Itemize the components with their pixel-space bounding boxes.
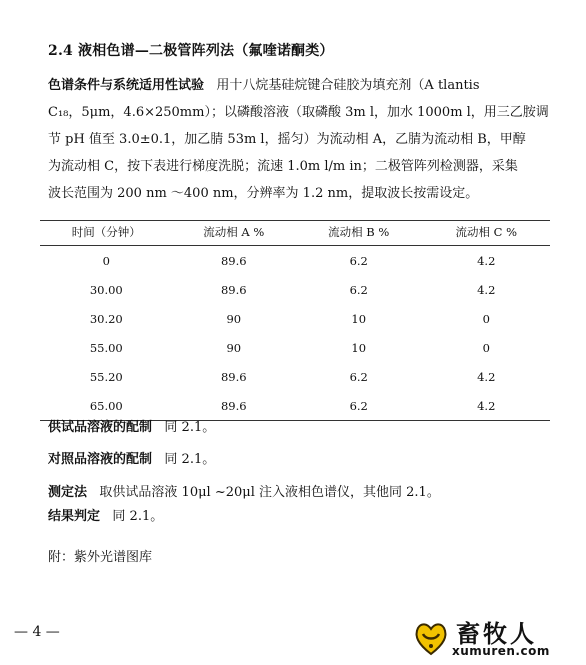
chromatography-paragraph (48, 72, 548, 207)
cell-phase-a: 90 (226, 311, 242, 326)
cell-time: 0 (102, 253, 110, 268)
item-label: 测定法 (48, 485, 88, 500)
cell-phase-c: 4.2 (477, 282, 496, 297)
item-text: 同 2.1。 (164, 452, 216, 467)
cell-phase-a: 89.6 (220, 369, 247, 384)
chromatography-heading: 色谱条件与系统适用性试验 (48, 78, 205, 93)
header-phase-c: 流动相 C % (422, 221, 550, 246)
cell-phase-b: 10 (351, 340, 367, 355)
item-sample-solution (48, 416, 215, 435)
gradient-table (40, 220, 550, 421)
item-label: 结果判定 (48, 509, 101, 524)
header-phase-b: 流动相 B % (295, 221, 423, 246)
cell-phase-b: 6.2 (349, 369, 368, 384)
cell-phase-a: 89.6 (220, 282, 247, 297)
cell-phase-a: 89.6 (220, 253, 247, 268)
cell-phase-c: 4.2 (422, 391, 550, 421)
paragraph-line-4: 为流动相 C，按下表进行梯度洗脱；流速 1.0m l/m in；二极管阵列检测器，采集 (48, 159, 518, 174)
paragraph-line-2: C₁₈，5μm，4.6×250mm）；以磷酸溶液（取磷酸 3m l，加水 1000m l，用三乙胺调 (48, 105, 549, 120)
paragraph-line-1 (48, 72, 548, 99)
table-row (40, 246, 550, 276)
cell-time: 55.20 (89, 369, 123, 384)
cell-phase-b: 10 (351, 311, 367, 326)
cell-phase-b: 6.2 (295, 391, 423, 421)
item-determination (48, 481, 440, 500)
header-time: 时间（分钟） (40, 221, 173, 246)
paragraph-line-3: 节 pH 值至 3.0±0.1，加乙腈 53m l，摇匀）为流动相 A，乙腈为流动相 B，甲醇 (48, 132, 526, 147)
cell-phase-c: 4.2 (477, 253, 496, 268)
cell-time: 55.00 (89, 340, 123, 355)
cell-phase-c: 4.2 (477, 369, 496, 384)
paragraph-line-5: 波长范围为 200 nm ～400 nm，分辨率为 1.2 nm，提取波长按需设定。 (48, 186, 479, 201)
cell-phase-a: 90 (226, 340, 242, 355)
cell-time: 30.00 (89, 282, 123, 297)
section-title: 2.4 液相色谱—二极管阵列法（氟喹诺酮类） (48, 43, 334, 59)
item-text: 同 2.1。 (112, 509, 164, 524)
cell-phase-b: 6.2 (349, 253, 368, 268)
brand-url: xumuren.com (452, 644, 550, 658)
item-reference-solution (48, 448, 215, 467)
brand-name: 畜牧人 (456, 620, 537, 648)
cell-phase-a: 89.6 (173, 391, 295, 421)
item-result (48, 505, 163, 524)
item-label: 供试品溶液的配制 (48, 420, 153, 435)
appendix-note: 附：紫外光谱图库 (48, 550, 153, 565)
table-header-row (40, 221, 550, 246)
cell-time: 65.00 (40, 391, 173, 421)
table-row (40, 275, 550, 304)
cell-phase-c: 0 (482, 311, 490, 326)
table-row (40, 362, 550, 391)
item-text: 同 2.1。 (164, 420, 216, 435)
brand-logo (412, 614, 580, 662)
heart-logo-icon (412, 618, 450, 658)
item-label: 对照品溶液的配制 (48, 452, 153, 467)
table-row (40, 333, 550, 362)
cell-time: 30.20 (89, 311, 123, 326)
page-number: — 4 — (14, 624, 60, 640)
table-row (40, 304, 550, 333)
header-phase-a: 流动相 A % (173, 221, 295, 246)
cell-phase-c: 0 (482, 340, 490, 355)
item-text: 取供试品溶液 10μl ~20μl 注入液相色谱仪，其他同 2.1。 (99, 485, 440, 500)
paragraph-text: 用十八烷基硅烷键合硅胶为填充剂（A tlantis (216, 78, 480, 93)
cell-phase-b: 6.2 (349, 282, 368, 297)
